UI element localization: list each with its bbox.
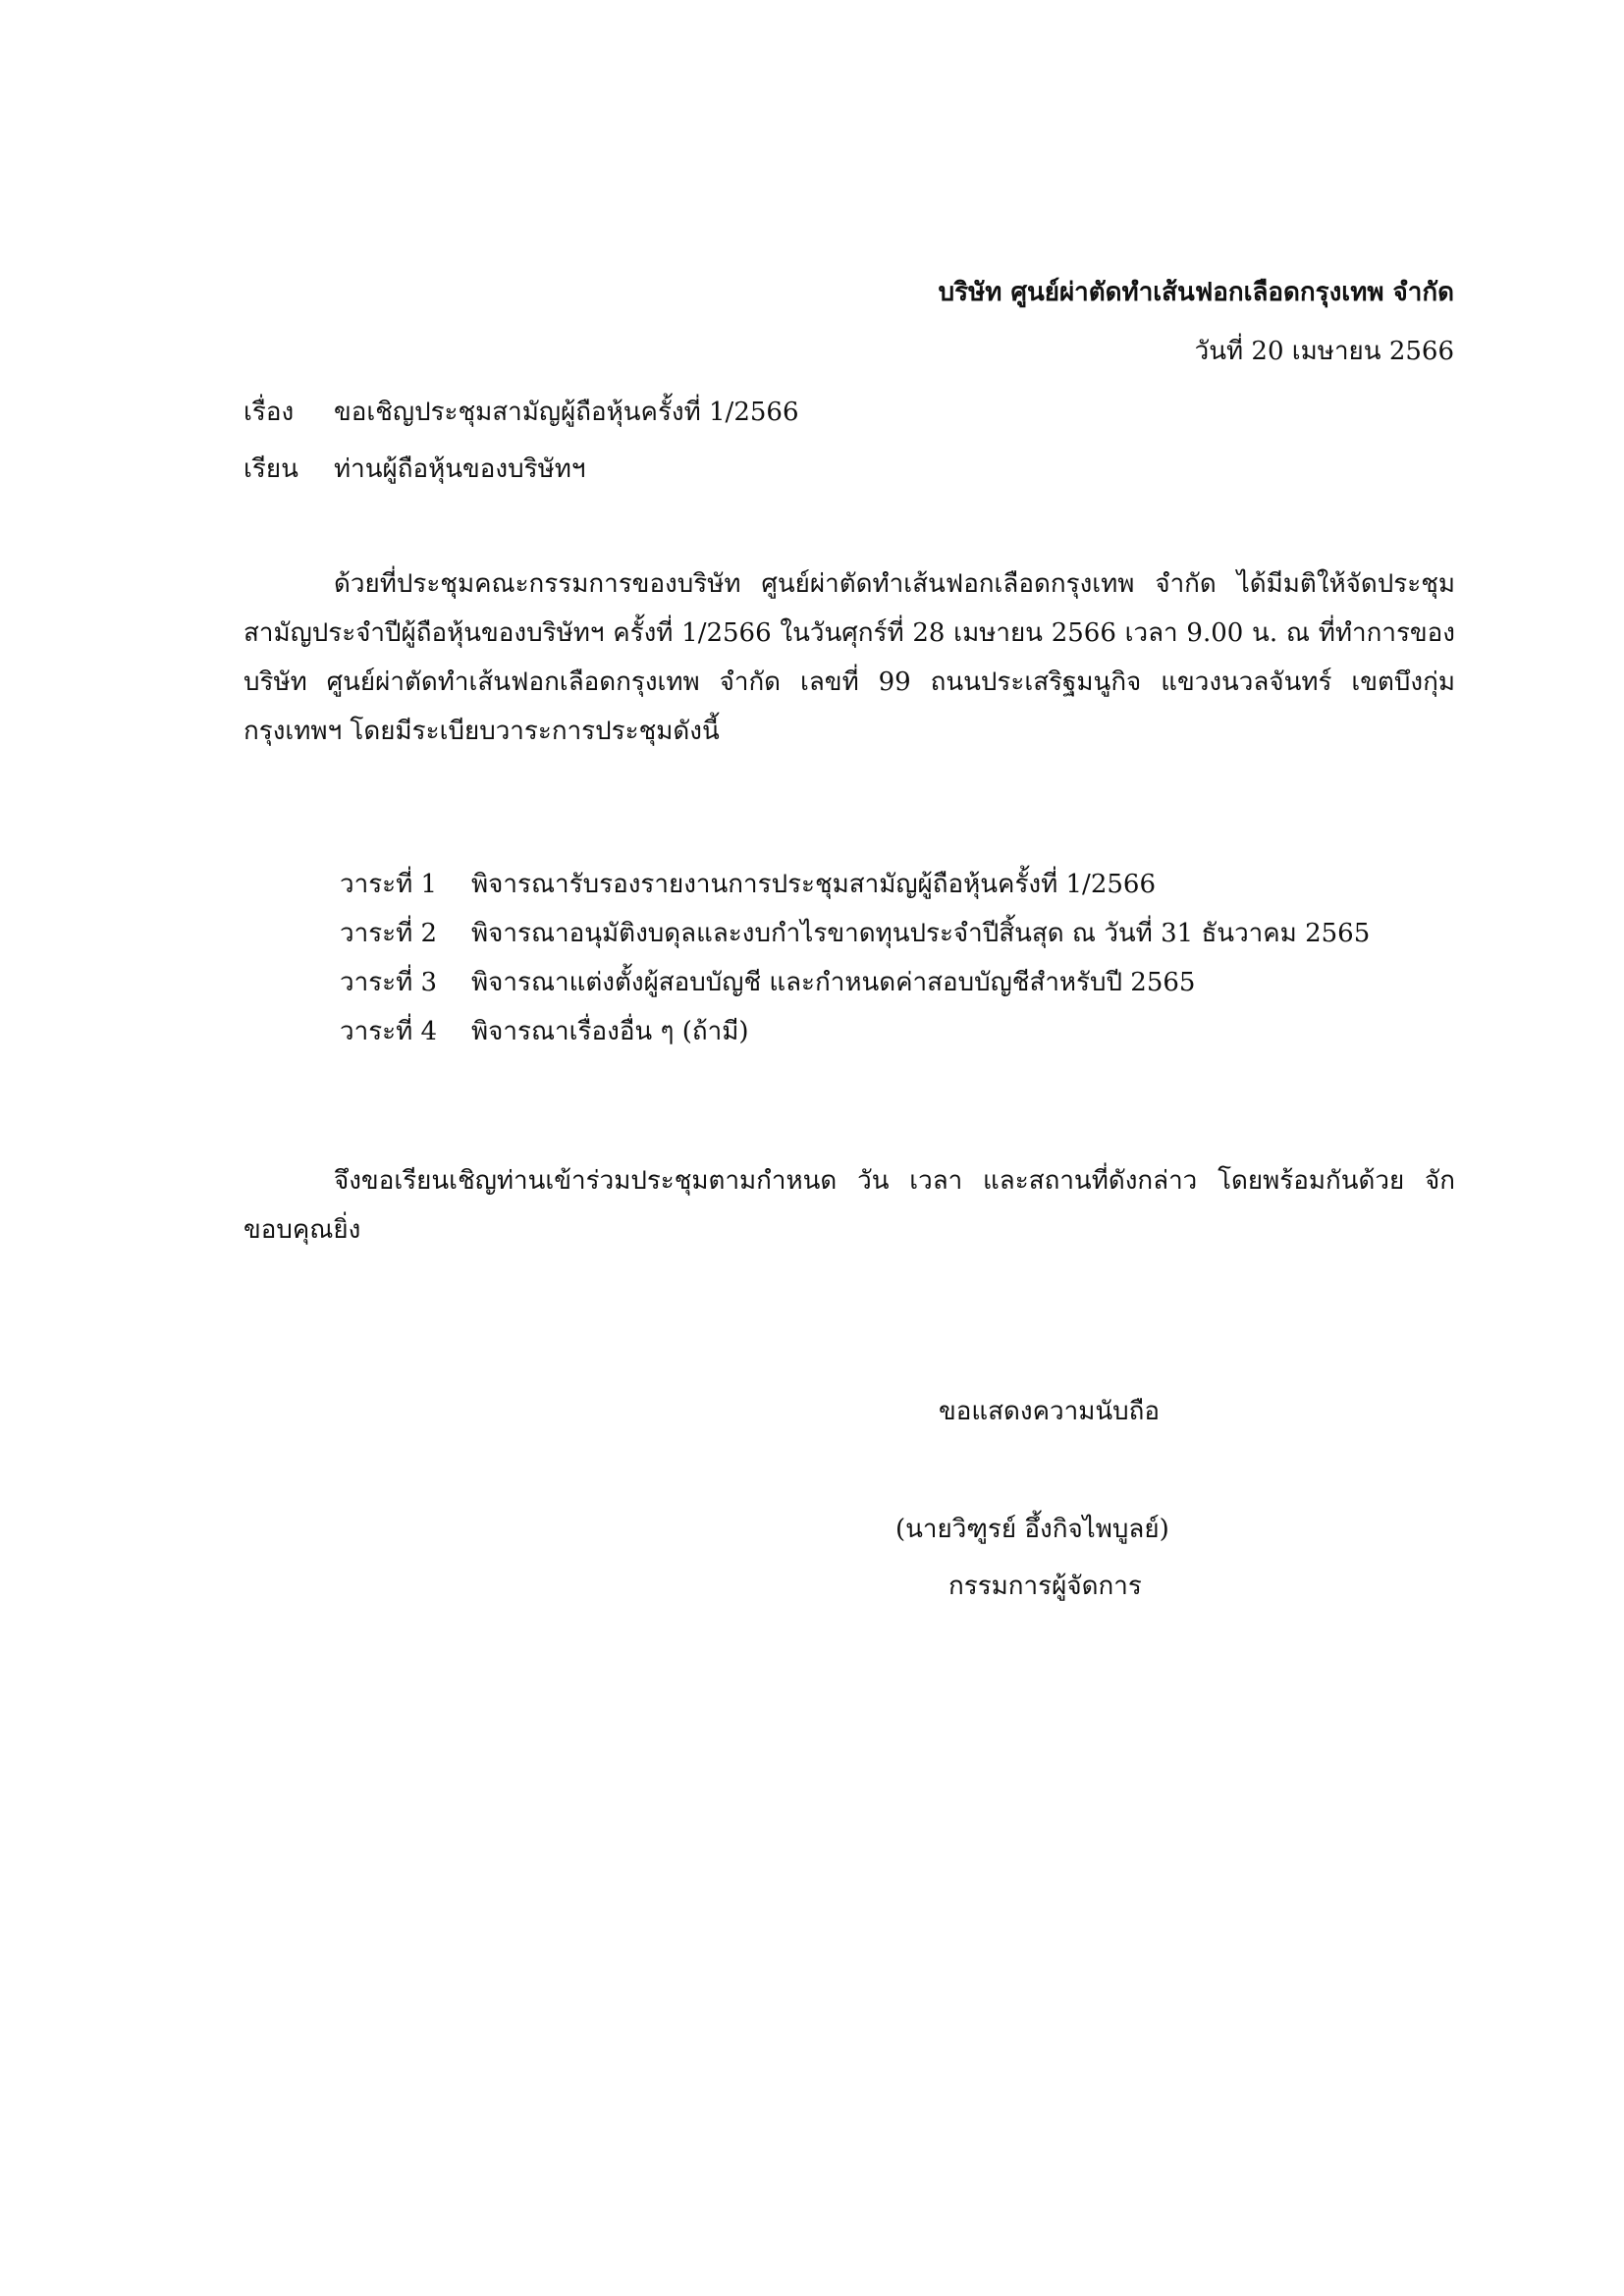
intro-paragraph: ด้วยที่ประชุมคณะกรรมการของบริษัท ศูนย์ผ่าตัดทำเส้นฟอกเลือดกรุงเทพ จำกัด ได้มีมติให้จัดประชุมสามัญประจำปีผู้ถือหุ้นของบริษัทฯ ครั้งที่ 1/2566 ในวันศุกร์ที่ 28 เมษายน 2566 เวลา 9.00 น. ณ ที่ทำการของ บริษัท ศูนย์ผ่าตัดทำเส้นฟอกเลือดกรุงเทพ จำกัด เลขที่ 99 ถนนประเสริฐมนูกิจ แขวงนวลจันทร์ เขตบึงกุ่ม กรุงเทพฯ โดยมีระเบียบวาระการประชุมดังนี้ [244, 569, 1455, 746]
agenda-item [340, 860, 1370, 909]
agenda-number: วาระที่ 3 [340, 968, 438, 997]
closing-salutation: ขอแสดงความนับถือ [939, 1397, 1160, 1426]
agenda-number: วาระที่ 4 [340, 1017, 438, 1046]
subject-label: เรื่อง [244, 398, 295, 427]
agenda-item [340, 1007, 1370, 1056]
agenda-number: วาระที่ 2 [340, 919, 438, 948]
signer-position: กรรมการผู้จัดการ [948, 1572, 1142, 1601]
agenda-item [340, 909, 1370, 958]
agenda-text: พิจารณาอนุมัติงบดุลและงบกำไรขาดทุนประจำปีสิ้นสุด ณ วันที่ 31 ธันวาคม 2565 [471, 919, 1371, 948]
agenda-text: พิจารณาเรื่องอื่น ๆ (ถ้ามี) [471, 1017, 749, 1046]
company-name: บริษัท ศูนย์ผ่าตัดทำเส้นฟอกเลือดกรุงเทพ จำกัด [938, 278, 1454, 307]
agenda-number: วาระที่ 1 [340, 870, 438, 899]
agenda-text: พิจารณารับรองรายงานการประชุมสามัญผู้ถือหุ้นครั้งที่ 1/2566 [471, 870, 1156, 899]
subject-text: ขอเชิญประชุมสามัญผู้ถือหุ้นครั้งที่ 1/2566 [334, 398, 799, 427]
agenda-item [340, 958, 1370, 1007]
recipient-text: ท่านผู้ถือหุ้นของบริษัทฯ [334, 454, 586, 484]
agenda-text: พิจารณาแต่งตั้งผู้สอบบัญชี และกำหนดค่าสอบบัญชีสำหรับปี 2565 [471, 968, 1196, 997]
agenda-list [340, 860, 1370, 1056]
closing-paragraph: จึงขอเรียนเชิญท่านเข้าร่วมประชุมตามกำหนด วัน เวลา และสถานที่ดังกล่าว โดยพร้อมกันด้วย จักขอบคุณยิ่ง [244, 1166, 1455, 1245]
signer-name: (นายวิฑูรย์ อึ้งกิจไพบูลย์) [895, 1515, 1169, 1544]
letter-date: วันที่ 20 เมษายน 2566 [1194, 337, 1454, 366]
recipient-label: เรียน [244, 454, 298, 484]
